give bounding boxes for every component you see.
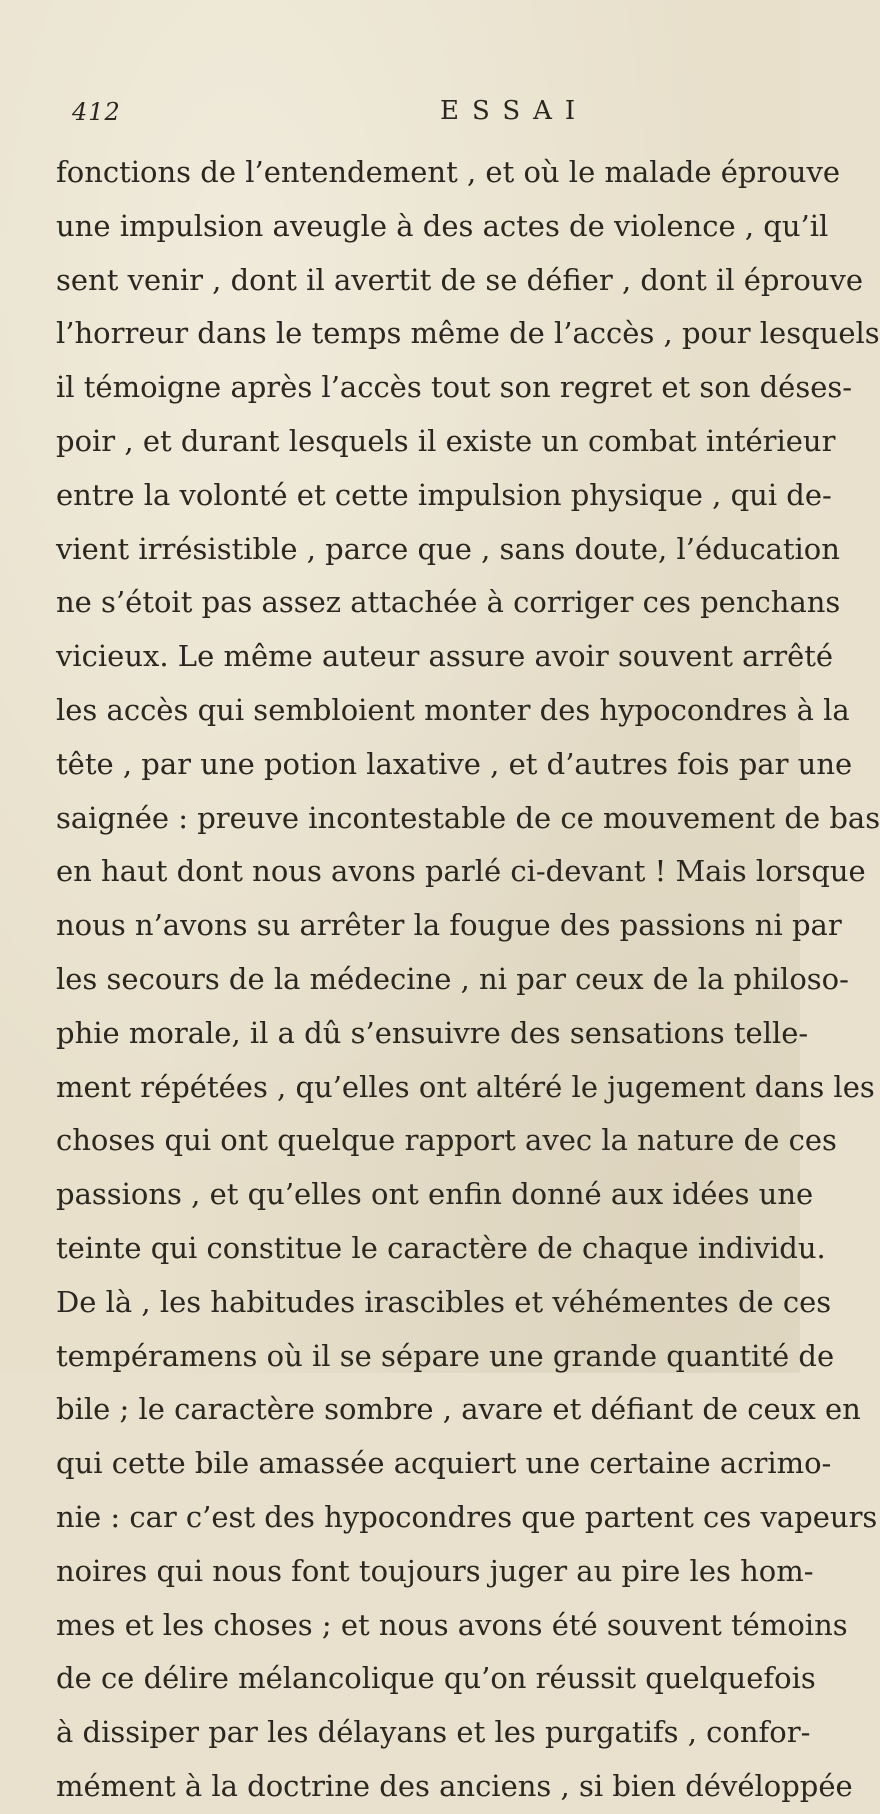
text-line: mément à la doctrine des anciens , si bien dévéloppée xyxy=(56,1768,853,1803)
text-line: il témoigne après l’accès tout son regret et son déses- xyxy=(56,370,853,405)
page-number: 412 xyxy=(72,98,121,126)
text-line: De là , les habitudes irascibles et véhémentes de ces xyxy=(56,1284,832,1319)
page-header xyxy=(72,96,752,136)
text-line: saignée : preuve incontestable de ce mouvement de bas xyxy=(56,800,880,835)
text-line: ne s’étoit pas assez attachée à corriger ces penchans xyxy=(56,585,841,620)
text-line: passions , et qu’elles ont enfin donné aux idées une xyxy=(56,1177,814,1212)
running-title: ESSAI xyxy=(440,96,589,126)
text-line: choses qui ont quelque rapport avec la nature de ces xyxy=(56,1123,837,1158)
text-line: les secours de la médecine , ni par ceux de la philoso- xyxy=(56,961,849,996)
body-text xyxy=(56,146,880,1814)
text-line: les accès qui sembloient monter des hypocondres à la xyxy=(56,692,850,727)
text-line: poir , et durant lesquels il existe un combat intérieur xyxy=(56,423,836,458)
text-line: de ce délire mélancolique qu’on réussit quelquefois xyxy=(56,1661,816,1696)
text-line: entre la volonté et cette impulsion physique , qui de- xyxy=(56,477,832,512)
text-line: phie morale, il a dû s’ensuivre des sensations telle- xyxy=(56,1015,809,1050)
text-line: qui cette bile amassée acquiert une certaine acrimo- xyxy=(56,1446,832,1481)
text-line: en haut dont nous avons parlé ci-devant ! Mais lorsque xyxy=(56,854,866,889)
text-line: une impulsion aveugle à des actes de violence , qu’il xyxy=(56,208,829,243)
text-line: teinte qui constitue le caractère de chaque individu. xyxy=(56,1230,826,1265)
text-line: tête , par une potion laxative , et d’autres fois par une xyxy=(56,746,853,781)
text-line: nous n’avons su arrêter la fougue des passions ni par xyxy=(56,908,842,943)
text-line: nie : car c’est des hypocondres que partent ces vapeurs xyxy=(56,1499,878,1534)
text-line: fonctions de l’entendement , et où le malade éprouve xyxy=(56,155,841,189)
text-line: ment répétées , qu’elles ont altéré le jugement dans les xyxy=(56,1069,875,1104)
text-line: vient irrésistible , parce que , sans doute, l’éducation xyxy=(56,531,840,566)
text-line: sent venir , dont il avertit de se défier , dont il éprouve xyxy=(56,262,864,297)
text-line: bile ; le caractère sombre , avare et défiant de ceux en xyxy=(56,1392,861,1427)
text-line: tempéramens où il se sépare une grande quantité de xyxy=(56,1338,835,1373)
text-line: l’horreur dans le temps même de l’accès , pour lesquels xyxy=(56,316,880,351)
text-line: noires qui nous font toujours juger au pire les hom- xyxy=(56,1553,814,1588)
text-line: à dissiper par les délayans et les purgatifs , confor- xyxy=(56,1715,811,1750)
text-line: vicieux. Le même auteur assure avoir souvent arrêté xyxy=(56,639,834,674)
text-line: mes et les choses ; et nous avons été souvent témoins xyxy=(56,1607,848,1642)
